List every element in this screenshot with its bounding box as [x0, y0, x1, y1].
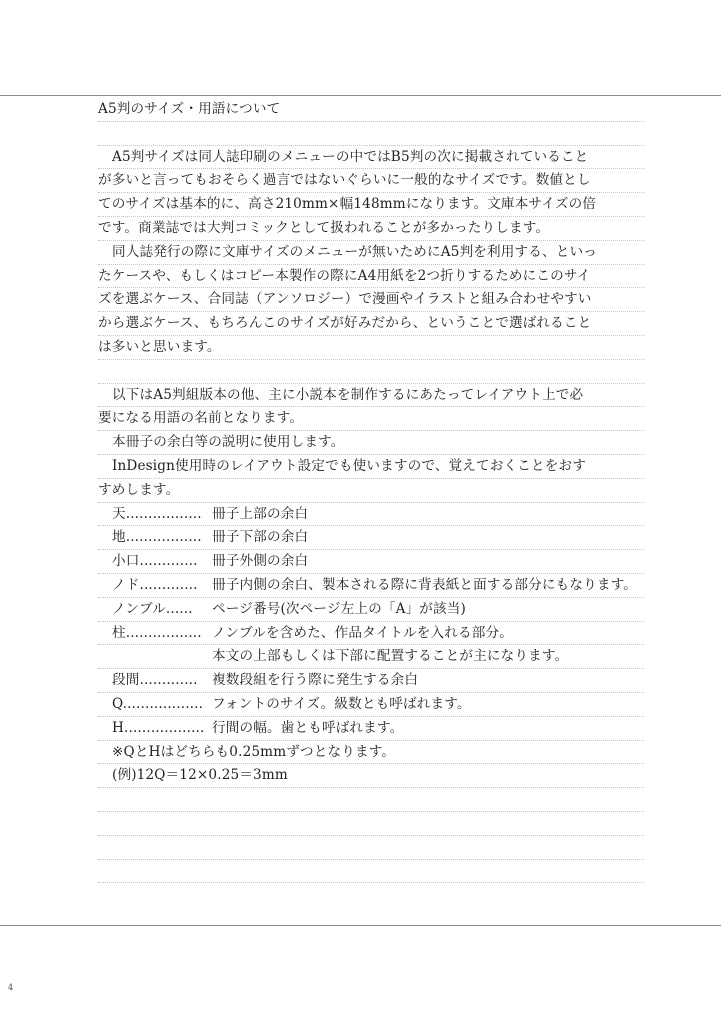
term-row-continuation	[98, 645, 644, 669]
term-definition: 行間の幅。歯とも呼ばれます。	[212, 719, 404, 736]
blank-line	[98, 860, 644, 884]
paragraph-line: ズを選ぶケース、合同誌（アンソロジー）で漫画やイラストと組み合わせやすい	[98, 288, 644, 312]
paragraph-line: 本冊子の余白等の説明に使用します。	[98, 431, 644, 455]
paragraph-line: A5判サイズは同人誌印刷のメニューの中ではB5判の次に掲載されていること	[98, 146, 644, 170]
term-name: Q..................	[112, 695, 204, 712]
paragraph-line: 以下はA5判組版本の他、主に小説本を制作するにあたってレイアウト上で必	[98, 384, 644, 408]
blank-line	[98, 360, 644, 384]
term-name: 天.................	[112, 505, 202, 522]
term-row	[98, 550, 644, 574]
term-row	[98, 598, 644, 622]
page-body	[98, 98, 644, 883]
term-definition: 冊子上部の余白	[212, 505, 309, 522]
paragraph-line: です。商業誌では大判コミックとして扱われることが多かったりします。	[98, 217, 644, 241]
term-name: H..................	[112, 719, 205, 736]
term-row	[98, 717, 644, 741]
blank-line	[98, 836, 644, 860]
term-definition: ページ番号(次ページ左上の「A」が該当)	[212, 600, 466, 617]
term-row	[98, 574, 644, 598]
term-definition: フォントのサイズ。級数とも呼ばれます。	[212, 695, 471, 712]
term-definition: 冊子外側の余白	[212, 553, 309, 570]
term-row	[98, 669, 644, 693]
term-row	[98, 622, 644, 646]
term-name: 小口.............	[112, 553, 198, 570]
term-definition: 冊子内側の余白、製本される際に背表紙と面する部分にもなります。	[212, 576, 637, 593]
term-name: 段間.............	[112, 672, 198, 689]
footer-rule	[0, 925, 721, 926]
term-name: 柱.................	[112, 624, 202, 641]
paragraph-line: から選ぶケース、もちろんこのサイズが好みだから、ということで選ばれること	[98, 312, 644, 336]
term-row	[98, 503, 644, 527]
paragraph-line: InDesign使用時のレイアウト設定でも使いますので、覚えておくことをおす	[98, 455, 644, 479]
term-definition: 冊子下部の余白	[212, 529, 309, 546]
section-title: A5判のサイズ・用語について	[98, 98, 644, 122]
example-line: (例)12Q＝12×0.25＝3mm	[98, 764, 644, 788]
page-number: 4	[8, 983, 14, 992]
paragraph-line: が多いと言ってもおそらく過言ではないぐらいに一般的なサイズです。数値とし	[98, 169, 644, 193]
term-definition: ノンブルを含めた、作品タイトルを入れる部分。	[212, 624, 514, 641]
term-definition: 本文の上部もしくは下部に配置することが主になります。	[212, 648, 569, 665]
blank-line	[98, 788, 644, 812]
paragraph-line: 要になる用語の名前となります。	[98, 407, 644, 431]
note-line: ※QとHはどちらも0.25mmずつとなります。	[98, 741, 644, 765]
blank-line	[98, 812, 644, 836]
term-name: ノンブル......	[112, 600, 193, 617]
term-row	[98, 693, 644, 717]
term-name: 地.................	[112, 529, 202, 546]
blank-line	[98, 122, 644, 146]
paragraph-line: すめします。	[98, 479, 644, 503]
term-name	[112, 645, 212, 668]
term-definition: 複数段組を行う際に発生する余白	[212, 672, 419, 689]
paragraph-line: は多いと思います。	[98, 336, 644, 360]
header-rule	[0, 95, 721, 96]
term-row	[98, 526, 644, 550]
paragraph-line: たケースや、もしくはコピー本製作の際にA4用紙を2つ折りするためにこのサイ	[98, 265, 644, 289]
paragraph-line: てのサイズは基本的に、高さ210mm×幅148mmになります。文庫本サイズの倍	[98, 193, 644, 217]
paragraph-line: 同人誌発行の際に文庫サイズのメニューが無いためにA5判を利用する、といっ	[98, 241, 644, 265]
term-name: ノド.............	[112, 576, 198, 593]
